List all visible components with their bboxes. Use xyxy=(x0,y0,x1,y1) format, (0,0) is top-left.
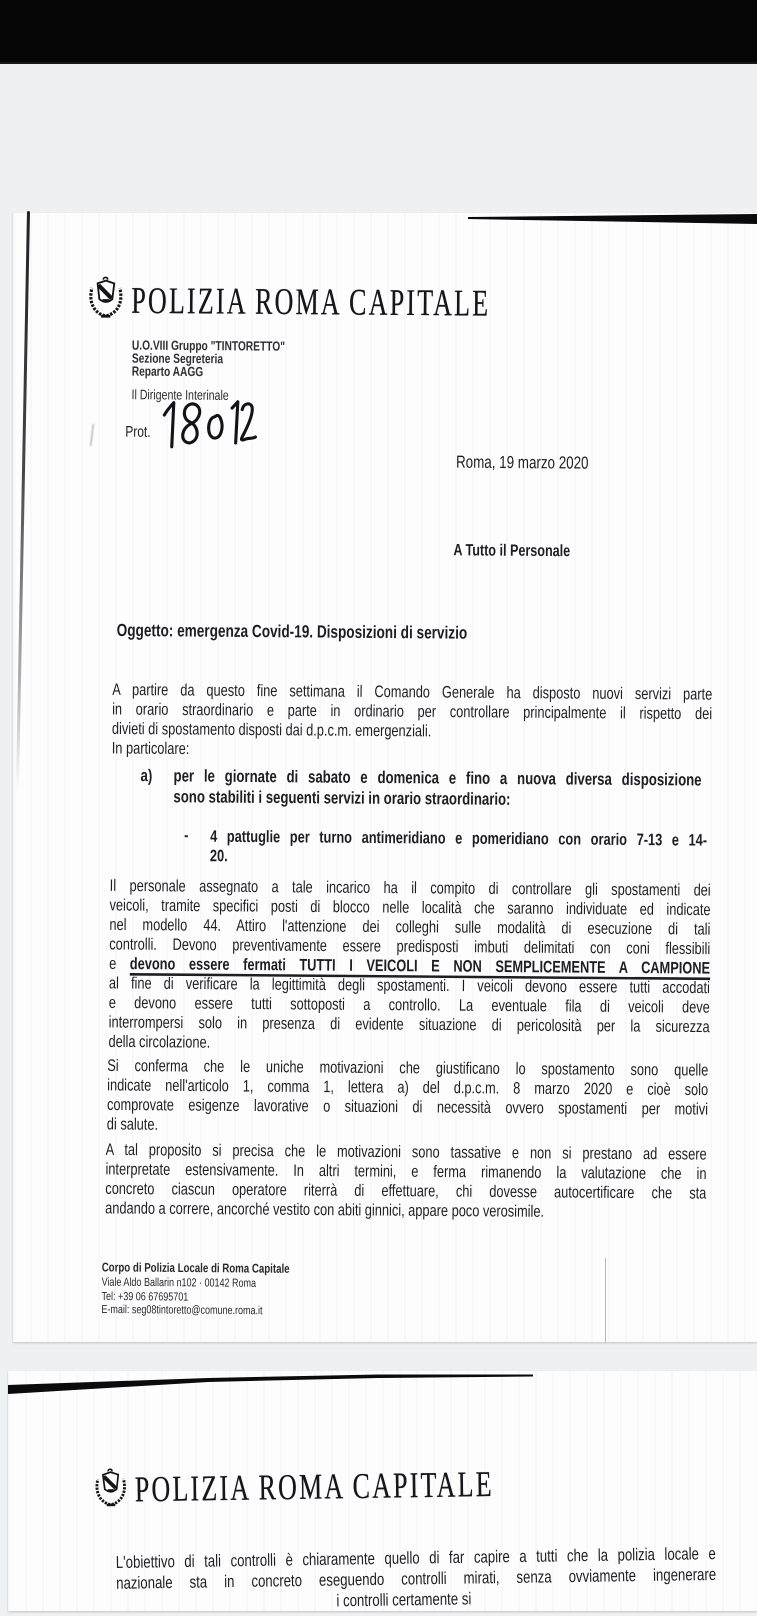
paragraph-line: comprovate esigenze lavorative o situazioni di necessità ovvero spostamenti per motivi xyxy=(106,1094,709,1119)
unit-line: Sezione Segreteria xyxy=(131,352,224,368)
roma-capitale-crest-logo xyxy=(87,275,124,319)
list-marker: a) xyxy=(140,765,153,786)
paragraph-line: e devono essere tutti sottoposti a controllo. La eventuale fila di veicoli deve xyxy=(108,992,710,1017)
paragraph-line: indicate nell'articolo 1, comma 1, lettera a) del d.p.c.m. 8 marzo 2020 e cioè solo xyxy=(107,1074,709,1100)
list-marker: - xyxy=(184,824,189,845)
signer-line: Il Dirigente Interinale xyxy=(131,387,229,404)
protocol-label: Prot. xyxy=(125,422,151,441)
paragraph-line-partial: i controlli certamente si xyxy=(336,1588,472,1610)
paragraph-line: di salute. xyxy=(106,1113,159,1134)
paragraph xyxy=(112,679,713,762)
footer-email: E-mail: seg08tintoretto@comune.roma.it xyxy=(101,1302,263,1317)
list-item-line: per le giornate di sabato e domenica e fino a nuova diversa disposizione xyxy=(173,765,702,790)
list-item xyxy=(210,826,707,870)
handwritten-protocol-number xyxy=(152,393,258,456)
top-system-bar xyxy=(0,0,757,64)
list-item-line: 4 pattuglie per turno antimeridiano e pomeridiano con orario 7-13 e 14- xyxy=(210,826,708,850)
paragraph-line: A tal proposito si precisa che le motivazioni sono tassative e non si prestano ad essere xyxy=(105,1139,707,1164)
paragraph-line: veicoli, tramite specifici posti di blocco nelle località che saranno individuate ed indicate xyxy=(109,894,711,920)
paragraph-line: in orario straordinario e parte in ordinario per controllare principalmente il rispetto dei xyxy=(112,698,713,724)
paragraph-line: al fine di verificare la legittimità degli spostamenti. I veicoli devono essere tutti accodati xyxy=(108,972,711,998)
paragraph-line: della circolazione. xyxy=(108,1031,211,1052)
underlined-bold-text: devono essere fermati TUTTI I VEICOLI E NON SEMPLICEMENTE A CAMPIONE xyxy=(129,953,711,978)
page-title: POLIZIA ROMA CAPITALE xyxy=(131,279,491,325)
recipient-line: A Tutto il Personale xyxy=(453,540,571,561)
paragraph-line: Si conferma che le uniche motivazioni che giustificano lo spostamento sono quelle xyxy=(107,1055,709,1080)
roma-capitale-crest-logo xyxy=(93,1466,128,1508)
unit-block xyxy=(132,340,285,380)
paragraph-line: controlli. Devono preventivamente essere predisposti imbuti delimitati con coni flessibili xyxy=(109,933,711,959)
paragraph-line: interrompersi solo in presenza di evidente situazione di pericolosità per la sicurezza xyxy=(108,1011,710,1037)
footer-org: Corpo di Polizia Locale di Roma Capitale xyxy=(101,1260,290,1277)
date-line: Roma, 19 marzo 2020 xyxy=(455,452,589,473)
page-title: POLIZIA ROMA CAPITALE xyxy=(134,1463,495,1510)
paragraph-line: divieti di spostamento disposti dai d.p.c.m. emergenziali. xyxy=(111,718,432,741)
unit-line: U.O.VIII Gruppo "TINTORETTO" xyxy=(131,339,286,355)
list-item xyxy=(173,766,701,812)
paragraph-line: L'obiettivo di tali controlli è chiaramente quello di far capire a tutti che la polizia locale e xyxy=(115,1543,716,1572)
document-page-2 xyxy=(8,1371,757,1611)
list-item-line: 20. xyxy=(209,846,228,866)
subject-line: Oggetto: emergenza Covid-19. Disposizioni di servizio xyxy=(116,620,468,643)
plain-text: e xyxy=(109,953,130,973)
paragraph-line: andando a correre, ancorché vestito con abiti ginnici, appare poco verosimile. xyxy=(105,1197,545,1221)
paragraph-line: nazionale sta in concreto eseguendo controlli mirati, senza ovviamente ingenerare xyxy=(116,1564,717,1593)
document-page-1 xyxy=(13,213,757,1342)
paragraph xyxy=(107,1055,709,1138)
paragraph xyxy=(116,1544,717,1615)
paragraph-line: concreto ciascun operatore riterrà di effettuare, chi dovesse autocertificare che sta xyxy=(105,1178,707,1203)
unit-line: Reparto AAGG xyxy=(131,365,204,381)
paragraph xyxy=(108,875,710,1055)
footer-phone: Tel: +39 06 67695701 xyxy=(101,1289,189,1303)
footer-address: Viale Aldo Ballarin n102 · 00142 Roma xyxy=(101,1275,257,1290)
paragraph-line: Il personale assegnato a tale incarico ha il compito di controllare gli spostamenti dei xyxy=(109,875,711,900)
paragraph-line: interpretate estensivamente. In altri termini, e ferma rimanendo la valutazione che in xyxy=(105,1158,707,1184)
paragraph-line: nel modello 44. Attiro l'attenzione dei colleghi sulle modalità di esecuzione di tali xyxy=(109,914,711,939)
paragraph-line: A partire da questo fine settimana il Comando Generale ha disposto nuovi servizi parte xyxy=(112,679,713,704)
paragraph xyxy=(105,1139,707,1222)
letter-footer xyxy=(101,1262,289,1317)
paragraph-line: In particolare: xyxy=(111,737,190,758)
list-item-line: sono stabiliti i seguenti servizi in orario straordinario: xyxy=(173,786,511,809)
